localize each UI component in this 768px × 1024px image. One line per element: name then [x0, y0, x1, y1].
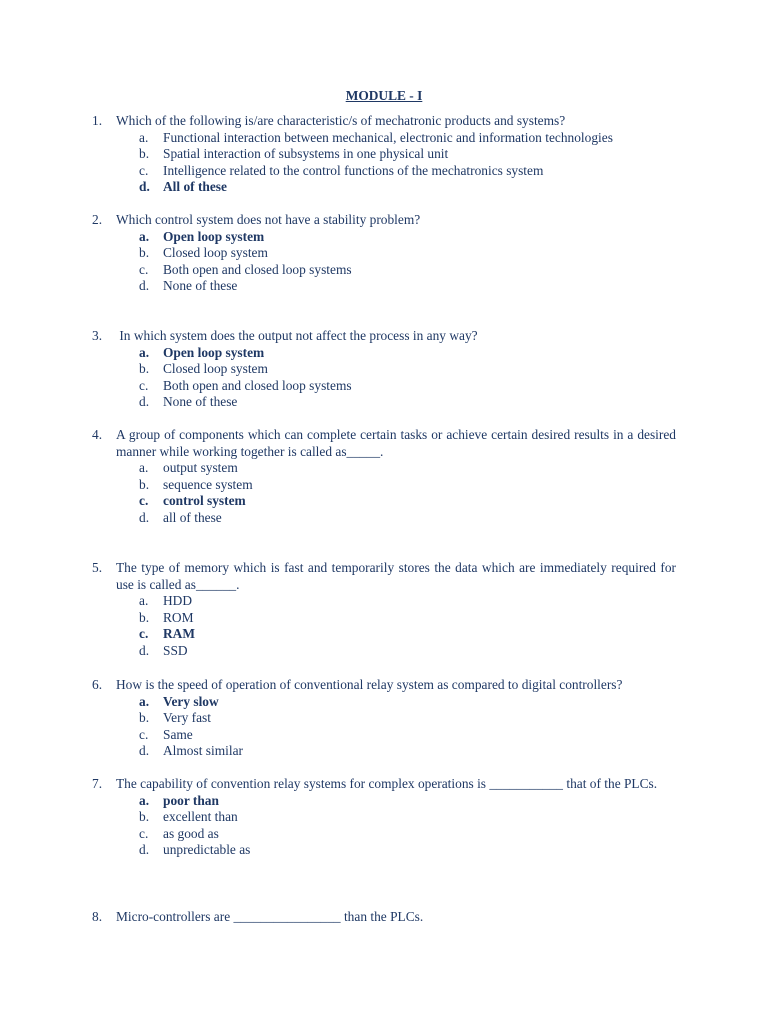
question-number: 1.	[92, 113, 103, 128]
option-text: Open loop system	[163, 228, 265, 244]
module-title: MODULE - I	[345, 88, 423, 103]
option-text: All of these	[163, 179, 227, 195]
option-6a-correct	[92, 694, 676, 711]
question-4	[92, 427, 676, 527]
option-text: Both open and closed loop systems	[163, 261, 352, 277]
option-text: Spatial interaction of subsystems in one physical unit	[163, 146, 449, 162]
option-text: Very fast	[163, 710, 211, 726]
option-list	[92, 694, 676, 760]
option-text: control system	[163, 493, 246, 509]
option-letter: d.	[139, 842, 150, 858]
option-2a-correct	[92, 229, 676, 246]
question-number: 3.	[92, 328, 103, 343]
option-2b	[92, 245, 676, 262]
option-letter: a.	[139, 593, 149, 609]
option-letter: b.	[139, 609, 150, 625]
question-6	[92, 677, 676, 760]
option-5b	[92, 610, 676, 627]
option-letter: a.	[139, 792, 150, 808]
option-6b	[92, 710, 676, 727]
option-4c-correct	[92, 493, 676, 510]
question-text: Micro-controllers are ________________ than the PLCs.	[116, 909, 424, 924]
option-text: Functional interaction between mechanical, electronic and information technologies	[163, 129, 613, 145]
option-letter: b.	[139, 710, 150, 726]
question-number: 8.	[92, 909, 103, 924]
option-text: Same	[163, 726, 193, 742]
option-3c	[92, 378, 676, 395]
option-list	[92, 460, 676, 526]
question-text: In which system does the output not affect the process in any way?	[116, 328, 478, 343]
option-text: unpredictable as	[163, 842, 251, 858]
option-6c	[92, 727, 676, 744]
option-letter: d.	[139, 394, 150, 410]
question-text: The type of memory which is fast and temporarily stores the data which are immediately required for use is called as______.	[116, 560, 676, 592]
option-letter: c.	[139, 825, 149, 841]
question-text: Which control system does not have a stability problem?	[116, 212, 421, 227]
question-text: A group of components which can complete certain tasks or achieve certain desired results in a desired manner while working together is called as_____.	[116, 427, 676, 459]
option-text: Open loop system	[163, 344, 265, 360]
question-text: The capability of convention relay systems for complex operations is ___________ that of the PLCs.	[116, 776, 658, 791]
question-7	[92, 776, 676, 859]
option-letter: a.	[139, 228, 150, 244]
question-2	[92, 212, 676, 295]
question-5	[92, 560, 676, 660]
option-list	[92, 130, 676, 196]
option-letter: a.	[139, 129, 149, 145]
option-text: Closed loop system	[163, 361, 268, 377]
option-list	[92, 593, 676, 659]
option-letter: d.	[139, 179, 150, 195]
option-text: poor than	[163, 792, 219, 808]
option-letter: d.	[139, 509, 150, 525]
option-1d-correct	[92, 179, 676, 196]
option-text: None of these	[163, 278, 238, 294]
option-letter: b.	[139, 245, 150, 261]
option-text: sequence system	[163, 476, 253, 492]
option-letter: b.	[139, 361, 150, 377]
option-letter: a.	[139, 693, 150, 709]
question-number: 5.	[92, 560, 103, 575]
option-5a	[92, 593, 676, 610]
option-letter: b.	[139, 809, 150, 825]
option-7a-correct	[92, 793, 676, 810]
option-7d	[92, 842, 676, 859]
option-text: Very slow	[163, 693, 219, 709]
option-text: as good as	[163, 825, 219, 841]
question-3	[92, 328, 676, 411]
option-letter: a.	[139, 460, 149, 476]
option-text: SSD	[163, 642, 188, 658]
option-letter: b.	[139, 146, 150, 162]
option-2c	[92, 262, 676, 279]
question-1	[92, 113, 676, 196]
option-3d	[92, 394, 676, 411]
option-letter: c.	[139, 261, 149, 277]
option-letter: a.	[139, 344, 150, 360]
option-7b	[92, 809, 676, 826]
option-3a-correct	[92, 345, 676, 362]
option-7c	[92, 826, 676, 843]
option-5d	[92, 643, 676, 660]
option-letter: c.	[139, 377, 149, 393]
option-1b	[92, 146, 676, 163]
question-text: How is the speed of operation of conventional relay system as compared to digital controllers?	[116, 677, 623, 692]
option-text: RAM	[163, 626, 195, 642]
option-letter: c.	[139, 726, 149, 742]
option-text: ROM	[163, 609, 194, 625]
option-text: HDD	[163, 593, 193, 609]
option-text: output system	[163, 460, 238, 476]
option-text: None of these	[163, 394, 238, 410]
option-letter: d.	[139, 278, 150, 294]
option-2d	[92, 278, 676, 295]
option-letter: c.	[139, 162, 149, 178]
option-letter: d.	[139, 743, 150, 759]
option-1a	[92, 130, 676, 147]
option-text: Closed loop system	[163, 245, 268, 261]
option-3b	[92, 361, 676, 378]
option-6d	[92, 743, 676, 760]
option-letter: b.	[139, 476, 150, 492]
option-text: Intelligence related to the control functions of the mechatronics system	[163, 162, 544, 178]
option-list	[92, 229, 676, 295]
option-list	[92, 793, 676, 859]
question-number: 7.	[92, 776, 103, 791]
question-number: 4.	[92, 427, 103, 442]
option-text: Almost similar	[163, 743, 243, 759]
option-letter: c.	[139, 626, 149, 642]
option-4b	[92, 477, 676, 494]
question-8	[92, 909, 676, 926]
option-4d	[92, 510, 676, 527]
question-number: 2.	[92, 212, 103, 227]
option-letter: d.	[139, 642, 150, 658]
option-4a	[92, 460, 676, 477]
question-number: 6.	[92, 677, 103, 692]
option-list	[92, 345, 676, 411]
option-text: Both open and closed loop systems	[163, 377, 352, 393]
option-1c	[92, 163, 676, 180]
option-text: excellent than	[163, 809, 238, 825]
option-letter: c.	[139, 493, 149, 509]
option-text: all of these	[163, 509, 222, 525]
option-5c-correct	[92, 626, 676, 643]
question-text: Which of the following is/are characteristic/s of mechatronic products and systems?	[116, 113, 566, 128]
